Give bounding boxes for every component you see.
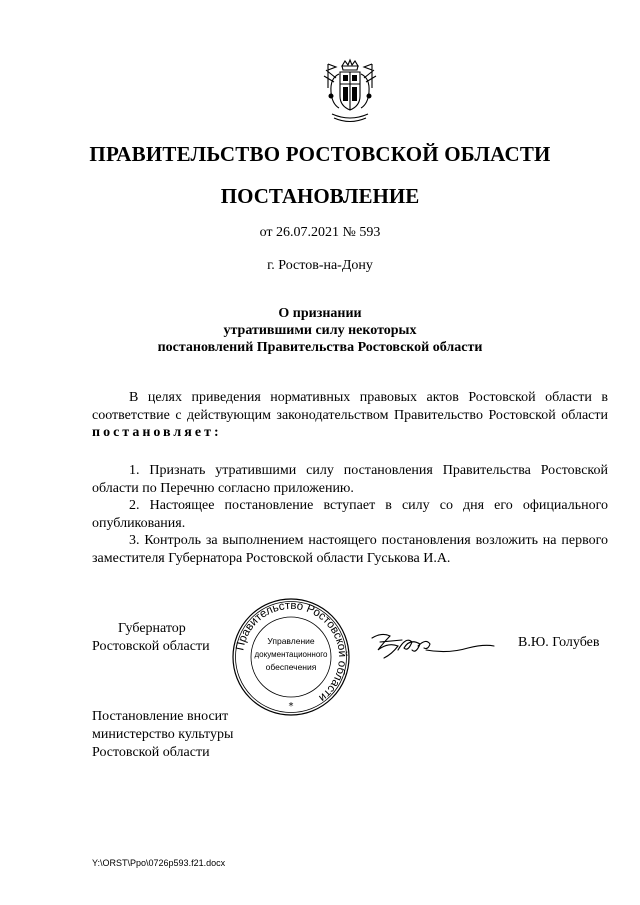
introduced-by-block — [92, 708, 233, 762]
document-type-heading: ПОСТАНОВЛЕНИЕ — [220, 184, 420, 208]
subject-line-3: постановлений Правительства Ростовской области — [157, 340, 483, 355]
government-title: ПРАВИТЕЛЬСТВО РОСТОВСКОЙ ОБЛАСТИ — [89, 142, 551, 166]
signer-position-line-1: Губернатор — [118, 621, 186, 636]
signer-position-line-2: Ростовской области — [92, 638, 210, 654]
seal-center-line-2: документационного — [254, 650, 328, 659]
seal-star: * — [288, 701, 294, 712]
resolves-word: постановляет: — [92, 425, 222, 440]
resolution-item: 2. Настоящее постановление вступает в силу со дня его официального опубликования. — [92, 498, 608, 531]
file-path-footer: Y:\ORST\Ppo\0726p593.f21.docx — [92, 858, 226, 868]
preamble-text: В целях приведения нормативных правовых актов Ростовской области в соответствие с действующим законодательством Правительство Ростовской области — [92, 390, 608, 423]
seal-ring-text: Правительство Ростовской области — [234, 599, 349, 704]
official-seal-icon — [230, 596, 352, 718]
introduced-by-line-1: Постановление вносит — [92, 709, 229, 724]
signer-position — [92, 620, 210, 655]
signature-icon — [368, 628, 496, 664]
introduced-by-line-2: министерство культуры — [92, 727, 234, 742]
seal-center-line-3: обеспечения — [265, 662, 317, 672]
resolution-item: 3. Контроль за выполнением настоящего постановления возложить на первого заместителя Губернатора Ростовской области Гуськова И.А. — [92, 533, 608, 566]
subject-line-1: О признании — [278, 306, 362, 321]
seal-center-line-1: Управление — [267, 636, 315, 646]
preamble-paragraph — [92, 389, 608, 442]
resolution-item: 1. Признать утратившими силу постановления Правительства Ростовской области по Перечню согласно приложению. — [92, 463, 608, 496]
resolution-items — [92, 462, 608, 567]
issue-city: г. Ростов-на-Дону — [267, 258, 373, 273]
introduced-by-line-3: Ростовской области — [92, 745, 210, 760]
document-date-number: от 26.07.2021 № 593 — [259, 225, 381, 240]
document-subject — [0, 305, 640, 356]
coat-of-arms-icon — [318, 58, 382, 126]
signer-name: В.Ю. Голубев — [518, 635, 600, 650]
subject-line-2: утратившими силу некоторых — [223, 323, 417, 338]
